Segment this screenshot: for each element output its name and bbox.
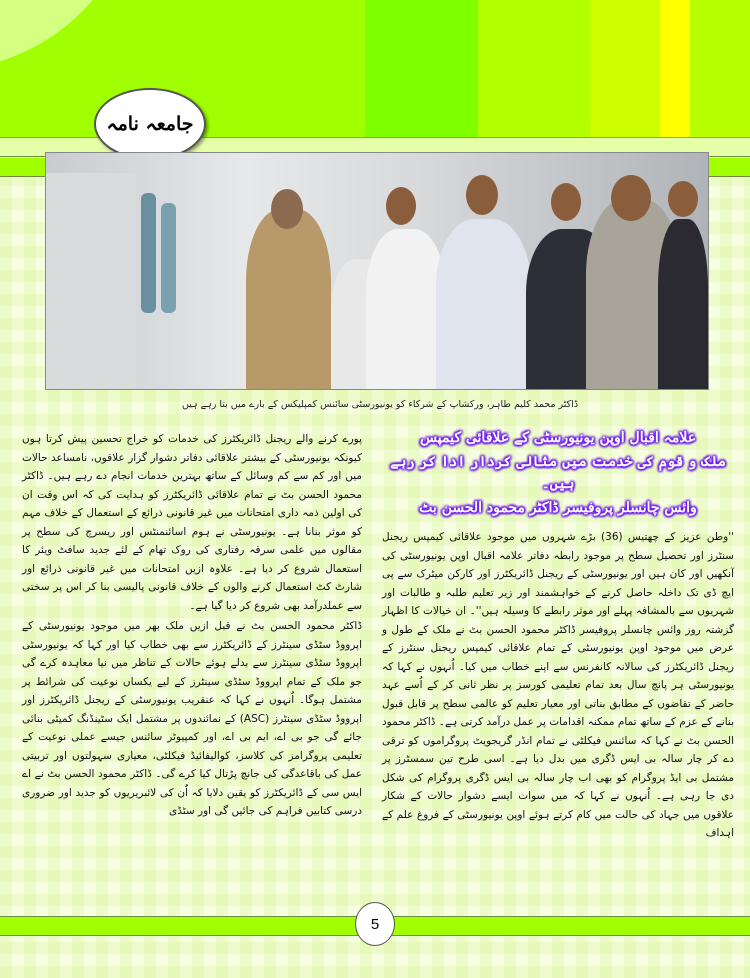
text-line: سینٹرز کے ڈائریکٹرز سے بھی خطاب کیا اور کہا کہ یونیورسٹی اپرووڈ سٹڈی سینٹرز سے bbox=[22, 638, 362, 669]
person bbox=[366, 229, 446, 389]
text-line: دلایا کہ اُن کی لائبریریوں کو جدید اور ضروری درسی کتابیں فراہم کی جائیں گی اور سٹڈی bbox=[22, 786, 362, 817]
text-line: میں جہاد کی حالت میں کام کرتے ہوئے اوپن یونیورسٹی کے فروغ علم کے اہداف bbox=[382, 808, 734, 839]
person-head bbox=[466, 175, 498, 215]
person-head bbox=[386, 187, 416, 225]
text-line: طرح تین سمسٹرز پر مشتمل بی ایڈ پروگرام کو بھی اب چار سالہ بی ایس ڈگری پروگرام کی bbox=[382, 753, 734, 784]
headline-line: ملک و قوم کی خدمت میں مثالی کردار ادا کر رہے ہیں۔ bbox=[390, 454, 726, 492]
text-line: بناتی اور معیار تعلیم کو عالمی سطح پر قابل قبول بنانے کے عزم کے ساتھ تمام ممکنہ اقدامات bbox=[382, 697, 734, 728]
paragraph bbox=[22, 617, 362, 821]
text-line: یونیورسٹی کے ریجنل ڈائریکٹرز اور کارکن میٹرک سے پی ایچ ڈی تک داخلہ حاصل کرنے bbox=[382, 568, 734, 599]
text-line: اور ریسرچ کی سطح پر مقالوں میں علمی سرقہ رفتاری کی روک تھام کے لئے جدید سافٹ ویئر bbox=[22, 525, 362, 556]
text-line: ڈائریکٹرز کی سالانہ کانفرنس سے اپنے خطاب میں کیا۔ اُنہوں نے کہا کہ یونیورسٹی ہر bbox=[382, 660, 735, 691]
header-band bbox=[690, 0, 750, 137]
text-line: پانچ سال بعد تمام تعلیمی کورسز پر نظر ثانی کر کے اُسے عہد حاضر کے تقاضوں کے مطابق bbox=[382, 679, 734, 710]
right-column-text bbox=[382, 528, 734, 843]
text-line: بدلے ہوئے حالات کے تناظر میں نیا معاہدہ کرے گی جو ملک کے تمام اپرووڈ سٹڈی bbox=[22, 657, 362, 688]
right-column bbox=[382, 426, 734, 845]
gas-cylinder bbox=[161, 203, 176, 313]
left-column-text bbox=[22, 430, 362, 823]
text-line: کر دیا گیا ہے۔ bbox=[189, 599, 251, 612]
headline-line: وائس چانسلر پروفیسر ڈاکٹر محمود الحسن بٹ bbox=[419, 500, 697, 516]
text-line: ''وطن عزیز کے چھتیس (36) بڑے شہروں میں موجود علاقائی کیمپس ریجنل سنٹرز اور bbox=[382, 531, 734, 562]
header-band bbox=[590, 0, 660, 137]
section-title: جامعہ نامہ bbox=[106, 113, 194, 135]
text-line: پر عمل درآمد کرتی ہے۔ ڈاکٹر محمود الحسن بٹ نے کہا کہ سائنس فیکلٹی نے تمام انڈر bbox=[382, 716, 734, 747]
text-line: شکل دی جا رہی ہے۔ اُنہوں نے کہا کہ میں سوات ایسے دشوار حالات کے شکار علاقوں bbox=[382, 771, 734, 821]
text-line: استعمال کرنے والوں کے خلاف قانونی پالیسی بنا کر اس پر سختی سے عملدرآمد بھی شروع bbox=[22, 581, 362, 612]
text-line: کے ریجنل ڈائریکٹرز اور اپرووڈ سٹڈی سینٹرز (ASC) کے نمائندوں پر مشتمل ایک bbox=[22, 694, 362, 725]
person bbox=[436, 219, 531, 389]
text-line: تحصیل سطح پر موجود رابطہ دفاتر علامہ اقبال اوپن یونیورسٹی کی آنکھیں اور کان ہیں اور bbox=[382, 549, 734, 580]
photo-caption: ڈاکٹر محمد کلیم طاہر، ورکشاپ کے شرکاء کو یونیورسٹی سائنس کمپلیکس کے بارے میں بتا رہے ہیں bbox=[181, 399, 579, 410]
event-photo bbox=[45, 152, 709, 390]
text-line: کے تعلیمی پروگرامز کی کلاسز، کوالیفائیڈ فیکلٹی، معیاری سہولتوں اور تربیتی عمل کی باقاعدگی کی bbox=[22, 731, 362, 780]
text-line: وسیلہ ہیں''۔ ان خیالات کا اظہار گزشتہ روز وائس چانسلر پروفیسر ڈاکٹر محمود الحسن بٹ نے bbox=[382, 605, 734, 636]
lab-equipment bbox=[46, 173, 136, 389]
header-band bbox=[365, 0, 478, 137]
text-line: وسائل کے ساتھ بہترین خدمات انجام دے رہے ہیں۔ ڈاکٹر محمود الحسن بٹ نے تمام bbox=[22, 470, 363, 501]
header-band bbox=[660, 0, 690, 137]
header-band bbox=[478, 0, 590, 137]
text-line: سٹینڈنگ کمیٹی بنائی جائے گی جو بی اے، ایم بی اے، اور کمپیوٹر سائنس جیسے عملی نوعیت bbox=[22, 712, 363, 743]
paragraph bbox=[22, 430, 362, 615]
person bbox=[658, 219, 708, 389]
person bbox=[246, 209, 331, 389]
person-head bbox=[271, 189, 303, 229]
page-number: 5 bbox=[370, 915, 380, 933]
person-head bbox=[611, 175, 651, 221]
page-number-badge bbox=[355, 902, 395, 946]
text-line: قانونی ذرائع کے استعمال کے خلاف مہم کو موثر بنانا ہے۔ یونیورسٹی نے ہوم اسائنمنٹس bbox=[22, 507, 362, 538]
section-title-badge bbox=[94, 88, 206, 160]
text-line: جانچ پڑتال کیا کرے گی۔ ڈاکٹر محمود الحسن بٹ نے اے ایس سی کے ڈائریکٹرز کو یقین bbox=[22, 768, 363, 799]
text-line: علاقائی ڈائریکٹرز کو ہدایت کی کہ اس وقت ان کی اولین ذمہ داری امتحانات میں غیر bbox=[22, 488, 362, 519]
text-line: کا استعمال شروع کر دیا ہے۔ علاوہ ازیں امتحانات میں غیر قانونی ذرائع اور شارٹ کٹ bbox=[22, 544, 362, 593]
text-line: سینٹرز کے لیے یکساں نوعیت کی شرائط پر مشتمل ہوگا۔ اُنہوں نے کہا کہ عنقریب یونیورسٹی bbox=[22, 675, 362, 706]
text-line: ملک کے طول و عرض میں موجود اوپن یونیورسٹی کے تمام علاقائی کیمپس ریجنل سنٹرز کے ریجنل bbox=[382, 623, 734, 673]
headline-line: علامہ اقبال اوپن یونیورسٹی کے علاقائی کیمپس bbox=[419, 430, 697, 446]
person-head bbox=[668, 181, 698, 217]
gas-cylinder bbox=[141, 193, 156, 313]
text-line: گریجویٹ پروگراموں کو ترقی دے کر چار سالہ بی ایس ڈگری میں بدل دیا ہے۔ اسی bbox=[382, 734, 734, 765]
text-line: یونیورسٹی کے بیشتر علاقائی دفاتر دشوار گزار علاقوں، نامساعد حالات میں اور کم سے کم bbox=[22, 451, 363, 482]
text-line: ڈاکٹر محمود الحسن بٹ نے قبل ازیں ملک بھر میں موجود یونیورسٹی کے اپرووڈ سٹڈی bbox=[22, 620, 362, 651]
article-headline bbox=[382, 426, 734, 520]
text-line: کے خواہشمند اور زیر تعلیم طلبہ و طالبات اور شہریوں سے بالمشافہ پہلے اور موثر رابطے کا bbox=[382, 586, 734, 617]
person-head bbox=[551, 183, 581, 221]
text-line: پورے کرنے والے ریجنل ڈائریکٹرز کی خدمات کو خراج تحسین پیش کرتا ہوں کیونکہ bbox=[22, 433, 363, 464]
